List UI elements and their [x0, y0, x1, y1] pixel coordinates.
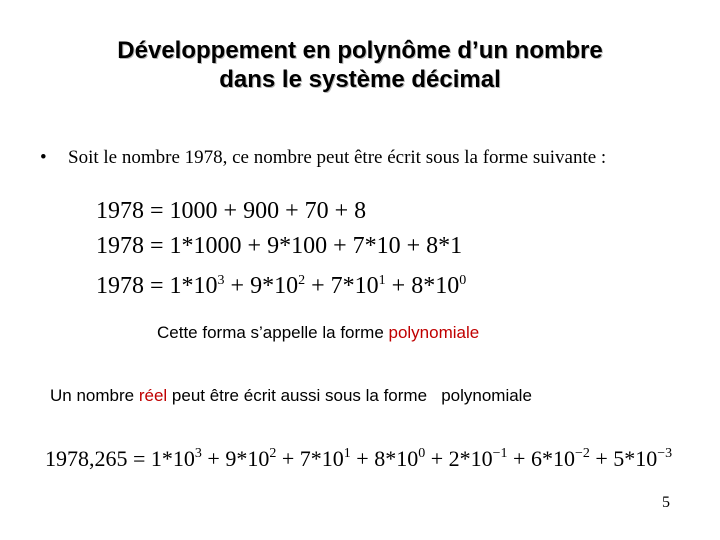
term-base: 9*10	[225, 446, 270, 471]
power-term	[531, 446, 590, 471]
plus-operator: +	[507, 446, 531, 471]
slide-title	[60, 36, 660, 94]
power-term	[374, 446, 425, 471]
equation-4	[45, 445, 672, 473]
note-highlight-real: réel	[138, 386, 168, 405]
power-term	[449, 446, 508, 471]
polynomial-form-note	[157, 323, 479, 343]
term-exponent: 3	[194, 446, 202, 461]
term-base: 7*10	[299, 446, 344, 471]
bullet-text: Soit le nombre 1978, ce nombre peut être écrit sous la forme suivante :	[68, 147, 607, 168]
equation-1: 1978 = 1000 + 900 + 70 + 8	[96, 198, 367, 224]
title-line-1: Développement en polynôme d’un nombre	[117, 37, 603, 64]
title-line-2: dans le système décimal	[219, 66, 501, 93]
term-base: 2*10	[448, 446, 493, 471]
plus-operator: +	[589, 446, 614, 471]
power-term	[300, 446, 351, 471]
term-base: 1*10	[150, 446, 195, 471]
plus-operator: +	[201, 446, 226, 471]
term-base: 5*10	[613, 446, 658, 471]
term-exponent: 2	[298, 273, 306, 288]
term-base: 8*10	[411, 273, 460, 299]
term-exponent: 2	[269, 446, 277, 461]
plus-operator: +	[350, 446, 375, 471]
bullet-icon: •	[40, 147, 47, 168]
plus-operator: +	[425, 446, 449, 471]
plus-operator: +	[385, 273, 412, 299]
equation-lhs: 1978,265 =	[45, 446, 151, 471]
plus-operator: +	[224, 273, 251, 299]
note-text: Cette forma s’appelle la forme	[157, 323, 389, 342]
page-number: 5	[662, 494, 670, 511]
term-exponent: −2	[574, 446, 590, 461]
term-base: 8*10	[374, 446, 419, 471]
term-base: 1*10	[169, 273, 218, 299]
term-base: 6*10	[530, 446, 575, 471]
term-exponent: 0	[459, 273, 467, 288]
power-term	[225, 446, 276, 471]
bullet-item	[40, 147, 606, 169]
term-base: 9*10	[250, 273, 299, 299]
plus-operator: +	[276, 446, 300, 471]
term-exponent: 1	[378, 273, 386, 288]
term-exponent: 0	[418, 446, 426, 461]
equation-2: 1978 = 1*1000 + 9*100 + 7*10 + 8*1	[96, 233, 463, 259]
note-text-suffix: peut être écrit aussi sous la forme polynomiale	[167, 386, 532, 405]
power-term	[170, 273, 225, 299]
term-exponent: 1	[343, 446, 351, 461]
power-term	[250, 273, 305, 299]
power-term	[613, 446, 672, 471]
term-exponent: −1	[492, 446, 508, 461]
power-term	[151, 446, 202, 471]
plus-operator: +	[305, 273, 331, 299]
term-exponent: −3	[657, 446, 673, 461]
term-exponent: 3	[217, 273, 225, 288]
power-term	[331, 273, 386, 299]
equation-lhs: 1978 =	[96, 273, 170, 299]
real-number-note	[50, 386, 532, 406]
power-term	[411, 273, 466, 299]
equation-3	[96, 272, 466, 300]
note-text-prefix: Un nombre	[50, 386, 139, 405]
term-base: 7*10	[330, 273, 379, 299]
note-highlight: polynomiale	[388, 323, 480, 342]
